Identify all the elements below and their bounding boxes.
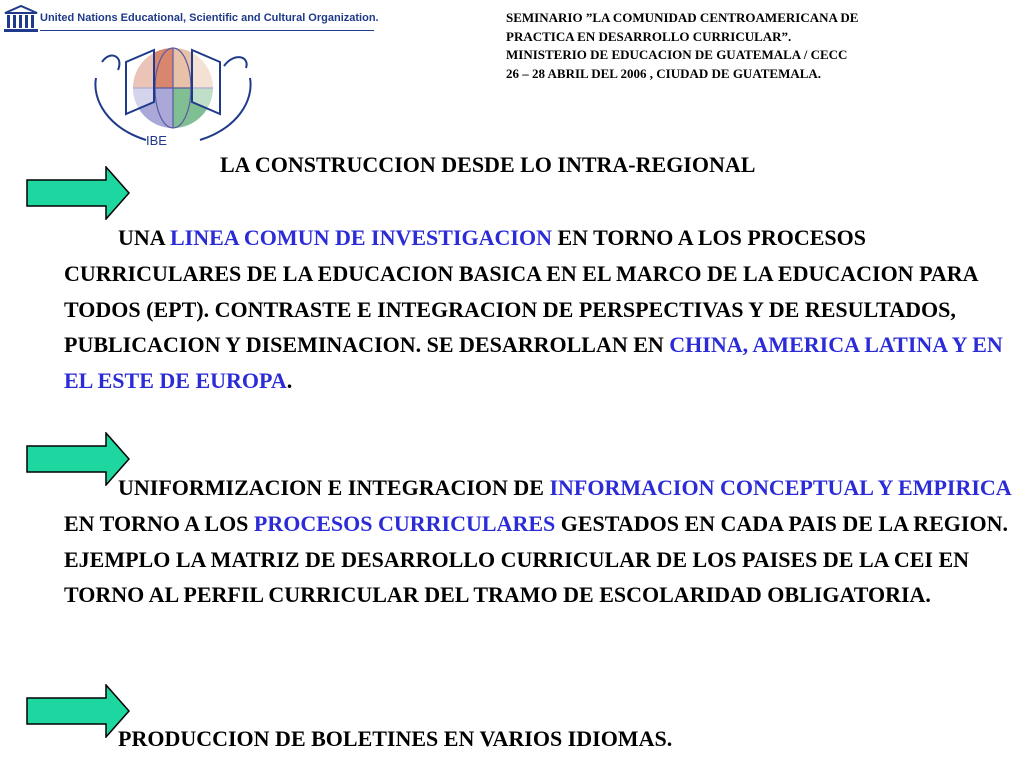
right-arrow-icon — [26, 166, 130, 220]
highlighted-text: LINEA COMUN DE INVESTIGACION — [169, 225, 552, 250]
seminar-header — [506, 9, 1016, 83]
bullet-paragraph-2 — [64, 470, 1014, 613]
bullet-paragraph-1 — [64, 220, 1014, 399]
highlighted-text: CHINA, AMERICA LATINA Y EN EL ESTE DE EUROPA — [64, 332, 1003, 394]
paragraph-text: EN TORNO A LOS PROCESOS CURRICULARES DE LA EDUCACION BASICA EN EL MARCO DE LA EDUCACION PARA TODOS (EPT). CONTRASTE E INTEGRACION DE PERSPECTIVAS Y DE RESULTADOS, PUBLICACION Y DISEMINACION. SE DESARROLLAN EN — [64, 225, 978, 358]
paragraph-text: . — [286, 368, 293, 394]
highlighted-text: INFORMACION CONCEPTUAL Y EMPIRICA — [549, 475, 1011, 500]
header-line: PRACTICA EN DESARROLLO CURRICULAR”. — [506, 28, 792, 44]
unesco-temple-icon — [2, 4, 40, 34]
paragraph-text: PRODUCCION DE BOLETINES EN VARIOS IDIOMAS. — [118, 726, 673, 751]
section-title: LA CONSTRUCCION DESDE LO INTRA-REGIONAL — [220, 152, 756, 177]
organization-name: United Nations Educational, Scientific and Cultural Organization. — [40, 12, 379, 24]
header-line: 26 – 28 ABRIL DEL 2006 , CIUDAD DE GUATEMALA. — [506, 65, 822, 81]
header-line: SEMINARIO ”LA COMUNIDAD CENTROAMERICANA DE — [506, 10, 859, 25]
paragraph-text: UNIFORMIZACION E INTEGRACION DE — [118, 475, 550, 500]
highlighted-text: PROCESOS CURRICULARES — [253, 510, 556, 536]
bullet-paragraph-3 — [64, 721, 1014, 757]
paragraph-text: EN TORNO A LOS — [64, 510, 254, 536]
ibe-globe-icon — [88, 40, 258, 152]
paragraph-text: UNA — [118, 225, 170, 250]
paragraph-text: GESTADOS EN CADA PAIS DE LA REGION. EJEMPLO LA MATRIZ DE DESARROLLO CURRICULAR DE LOS PAISES DE LA CEI EN TORNO AL PERFIL CURRICULAR DEL TRAMO DE ESCOLARIDAD OBLIGATORIA. — [64, 510, 1008, 608]
header-line: MINISTERIO DE EDUCACION DE GUATEMALA / CECC — [506, 47, 848, 62]
ibe-label: IBE — [146, 133, 167, 148]
organization-name-underline — [40, 30, 374, 31]
